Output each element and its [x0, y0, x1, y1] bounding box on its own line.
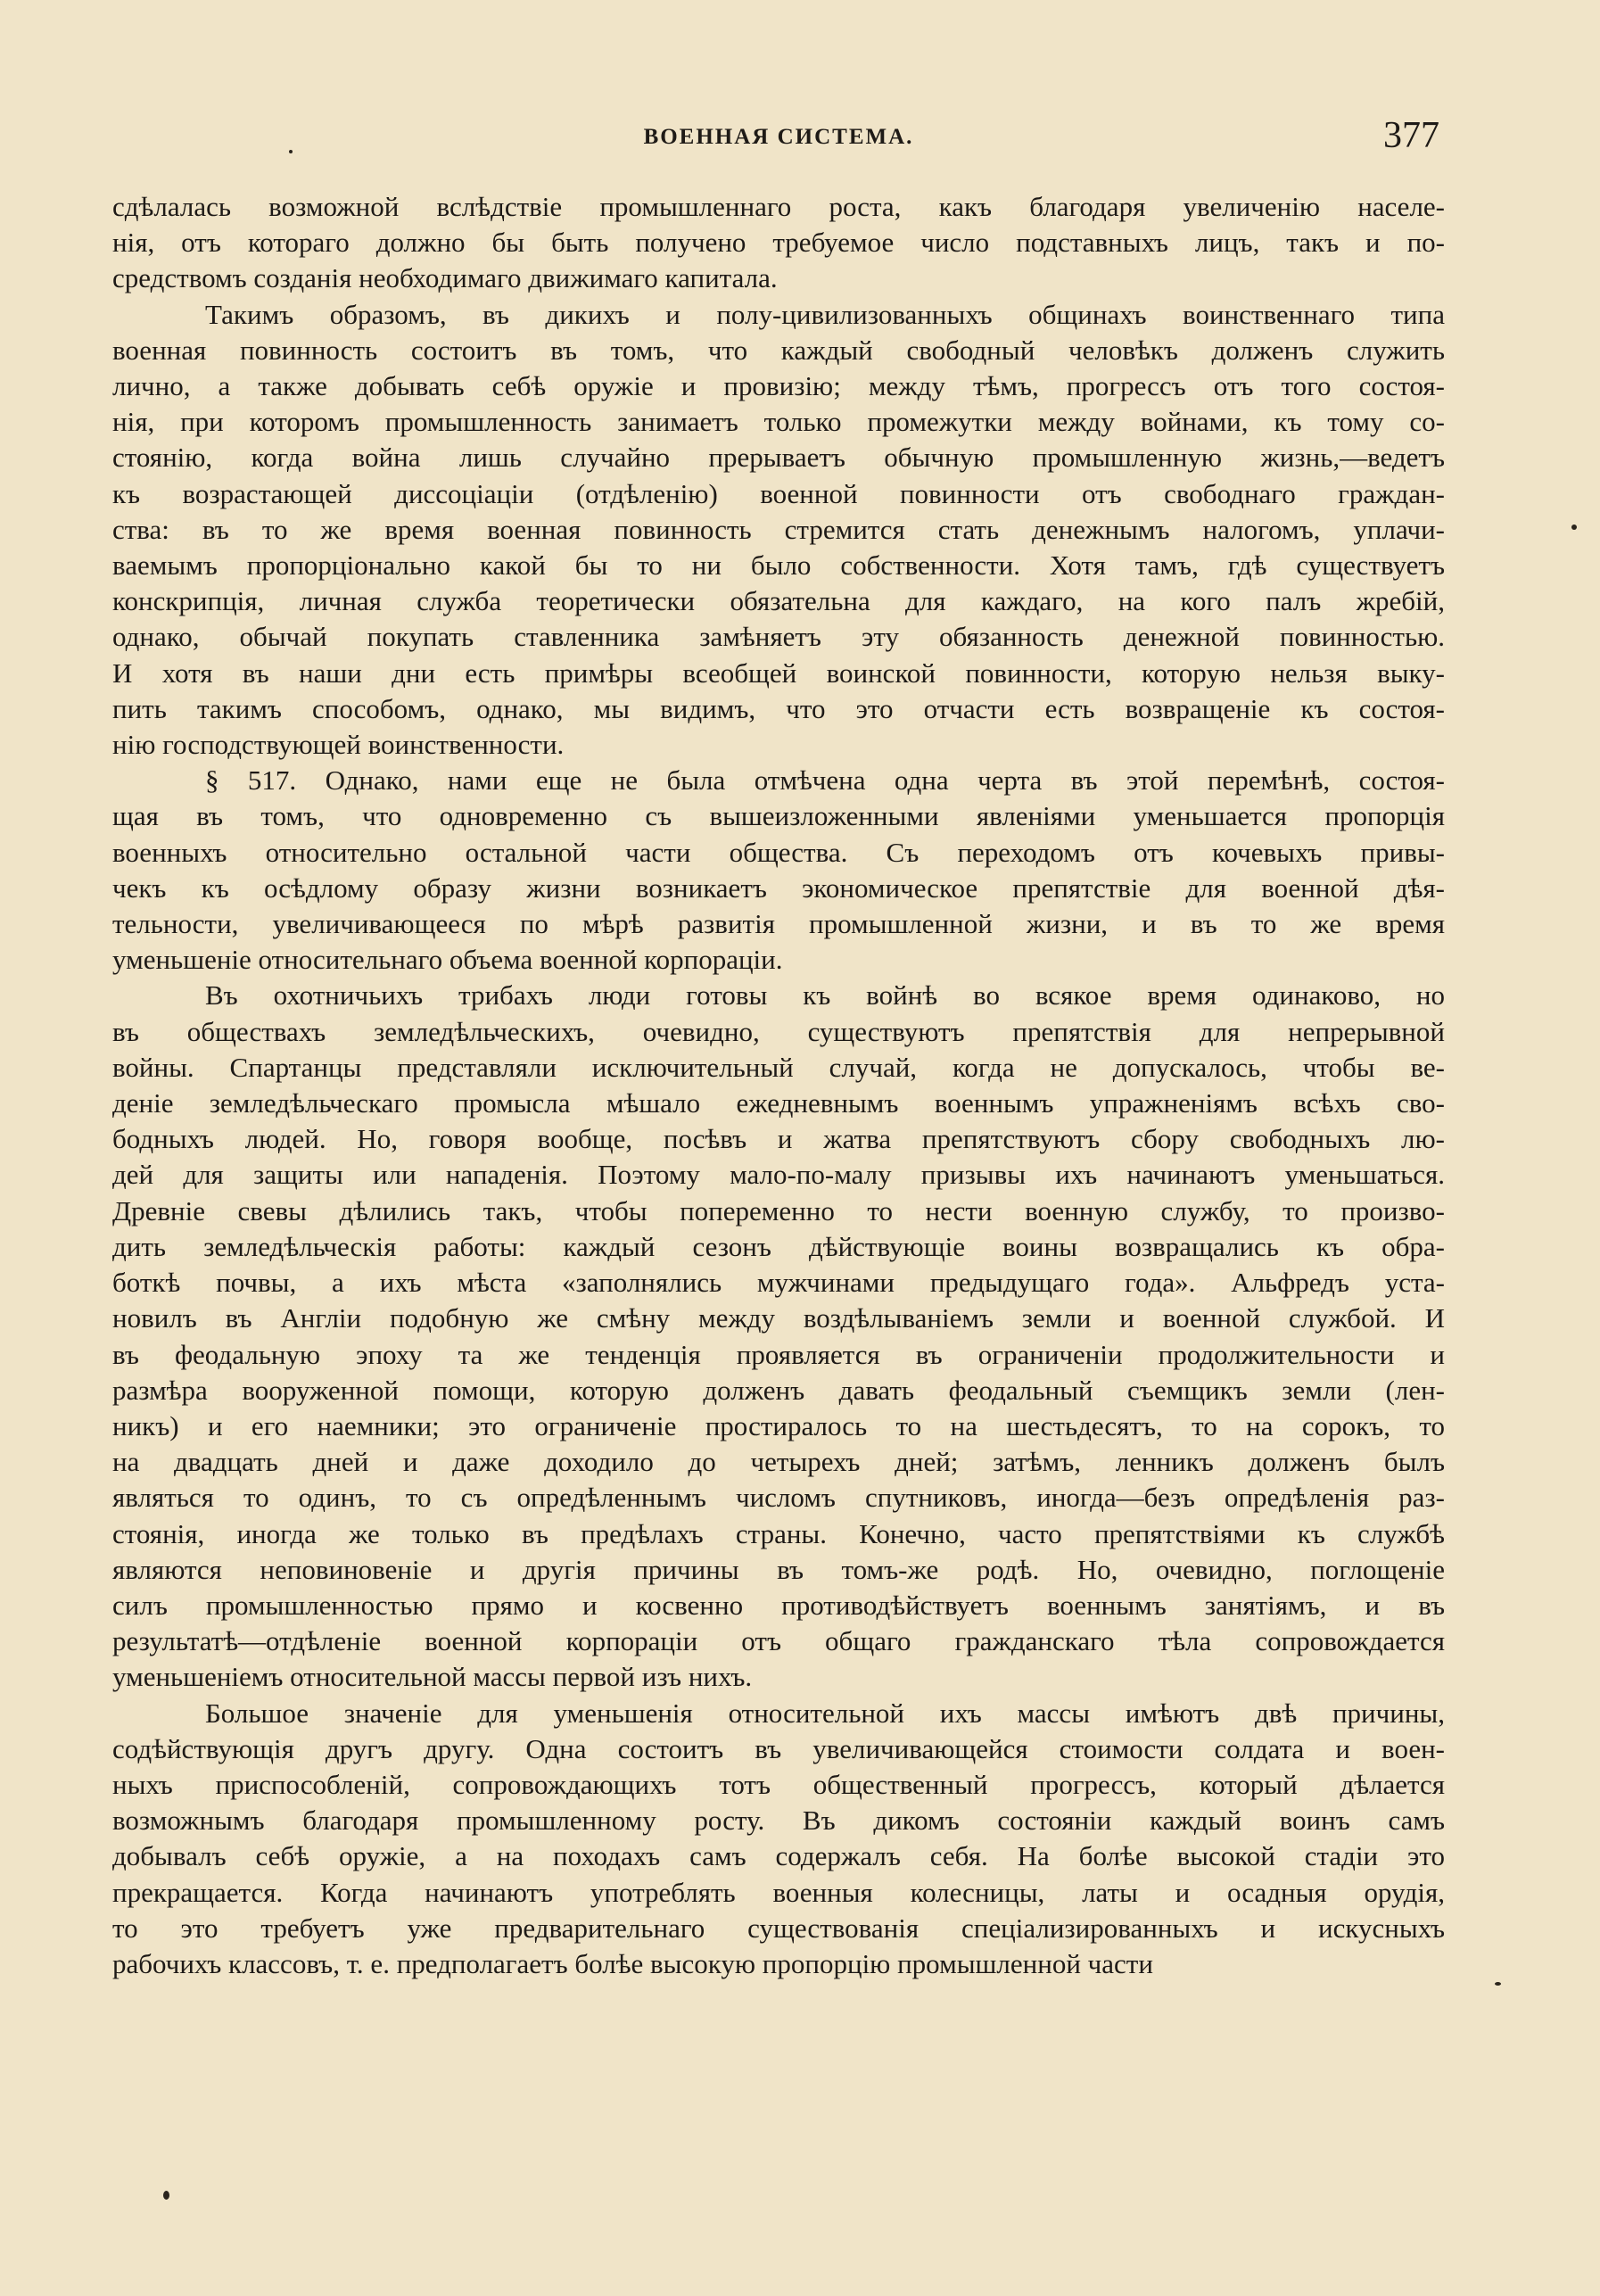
text-line: § 517. Однако, нами еще не была отмѣчена одна черта въ этой перемѣнѣ, состоя-: [205, 764, 1445, 797]
text-line: то это требуетъ уже предварительнаго существованія спеціализированныхъ и искусныхъ: [112, 1912, 1445, 1944]
text-line: боткѣ почвы, а ихъ мѣста «заполнялись мужчинами предыдущаго года». Альфредъ уста-: [112, 1267, 1445, 1299]
text-line: нію господствующей воинственности.: [112, 729, 565, 761]
text-line: военныхъ относительно остальной части общества. Съ переходомъ отъ кочевыхъ привы-: [112, 836, 1445, 868]
text-line: въ обществахъ земледѣльческихъ, очевидно, существуютъ препятствія для непрерывной: [112, 1015, 1445, 1047]
ink-speck: [1571, 524, 1577, 530]
ink-speck: [289, 150, 293, 153]
text-line: дить земледѣльческія работы: каждый сезонъ дѣйствующіе воины возвращались къ обра-: [112, 1230, 1445, 1262]
text-line: прекращается. Когда начинаютъ употреблять военныя колесницы, латы и осадныя орудія,: [112, 1876, 1445, 1908]
text-line: никъ) и его наемники; это ограниченіе простиралось то на шестьдесятъ, то на сорокъ, то: [112, 1409, 1445, 1441]
text-line: Древніе свевы дѣлились такъ, чтобы попеременно то нести военную службу, то произво-: [112, 1194, 1445, 1226]
text-line: ныхъ приспособленій, сопровождающихъ тотъ общественный прогрессъ, который дѣлается: [112, 1768, 1445, 1800]
text-line: въ феодальную эпоху та же тенденція проявляется въ ограниченіи продолжительности и: [112, 1338, 1445, 1370]
running-title: ВОЕННАЯ СИСТЕМА.: [643, 125, 914, 149]
text-line: уменьшеніемъ относительной массы первой изъ нихъ.: [112, 1661, 753, 1693]
text-line: чекъ къ осѣдлому образу жизни возникаетъ экономическое препятствіе для военной дѣя-: [112, 871, 1445, 904]
page-header: [112, 112, 1445, 166]
text-line: Въ охотничьихъ трибахъ люди готовы къ войнѣ во всякое время одинаково, но: [205, 979, 1445, 1012]
text-line: являются неповиновеніе и другія причины въ томъ-же родѣ. Но, очевидно, поглощеніе: [112, 1553, 1445, 1585]
text-line: И хотя въ наши дни есть примѣры всеобщей воинской повинности, которую нельзя выку-: [112, 657, 1445, 689]
ink-speck: [163, 2191, 169, 2200]
paragraph: [112, 1696, 1445, 1983]
text-line: стоянія, иногда же только въ предѣлахъ страны. Конечно, часто препятствіями къ службѣ: [112, 1517, 1445, 1549]
text-line: результатѣ—отдѣленіе военной корпораціи отъ общаго гражданскаго тѣла сопровождается: [112, 1625, 1445, 1657]
paragraph: [112, 189, 1445, 297]
text-line: пить такимъ способомъ, однако, мы видимъ, что это отчасти есть возвращеніе къ состоя-: [112, 692, 1445, 724]
text-line: уменьшеніе относительнаго объема военной корпораціи.: [112, 944, 783, 976]
text-line: щая въ томъ, что одновременно съ вышеизложенными явленіями уменьшается пропорція: [112, 800, 1445, 832]
text-line: Большое значеніе для уменьшенія относительной ихъ массы имѣютъ двѣ причины,: [205, 1697, 1445, 1729]
text-line: дей для защиты или нападенія. Поэтому мало-по-малу призывы ихъ начинаютъ уменьшаться.: [112, 1159, 1445, 1191]
text-line: средствомъ созданія необходимаго движимаго капитала.: [112, 262, 778, 294]
text-line: размѣра вооруженной помощи, которую долженъ давать феодальный съемщикъ земли (лен-: [112, 1374, 1445, 1406]
text-line: содѣйствующія другъ другу. Одна состоитъ въ увеличивающейся стоимости солдата и воен-: [112, 1732, 1445, 1764]
text-line: лично, а также добывать себѣ оружіе и провизію; между тѣмъ, прогрессъ отъ того состоя-: [112, 370, 1445, 402]
text-line: рабочихъ классовъ, т. е. предполагаетъ болѣе высокую пропорцію промышленной части: [112, 1947, 1153, 1979]
paragraph: [112, 978, 1445, 1695]
body-text: [112, 189, 1445, 2187]
text-line: являться то одинъ, то съ опредѣленнымъ числомъ спутниковъ, иногда—безъ опредѣленія раз-: [112, 1482, 1445, 1514]
text-line: добывалъ себѣ оружіе, а на походахъ самъ содержалъ себя. На болѣе высокой стадіи это: [112, 1840, 1445, 1872]
ink-speck: [1495, 1982, 1501, 1986]
page-number: 377: [1383, 115, 1439, 156]
text-line: военная повинность состоитъ въ томъ, что каждый свободный человѣкъ долженъ служить: [112, 334, 1445, 366]
text-line: ваемымъ пропорціонально какой бы то ни было собственности. Хотя тамъ, гдѣ существуетъ: [112, 549, 1445, 582]
text-line: нія, отъ котораго должно бы быть получено требуемое число подставныхъ лицъ, такъ и по-: [112, 227, 1445, 259]
text-line: силъ промышленностью прямо и косвенно противодѣйствуетъ военнымъ занятіямъ, и въ: [112, 1589, 1445, 1621]
text-line: Такимъ образомъ, въ дикихъ и полу-цивилизованныхъ общинахъ воинственнаго типа: [205, 298, 1445, 330]
text-line: нія, при которомъ промышленность занимаетъ только промежутки между войнами, къ тому со-: [112, 406, 1445, 438]
text-line: новилъ въ Англіи подобную же смѣну между воздѣлываніемъ земли и военной службой. И: [112, 1302, 1445, 1334]
text-line: конскрипція, личная служба теоретически обязательна для каждаго, на кого палъ жребій,: [112, 585, 1445, 617]
text-line: на двадцать дней и даже доходило до четырехъ дней; затѣмъ, ленникъ долженъ былъ: [112, 1446, 1445, 1478]
text-line: бодныхъ людей. Но, говоря вообще, посѣвъ и жатва препятствуютъ сбору свободныхъ лю-: [112, 1123, 1445, 1155]
text-line: ства: въ то же время военная повинность стремится стать денежнымъ налогомъ, уплачи-: [112, 513, 1445, 545]
paragraph: [112, 763, 1445, 978]
text-line: однако, обычай покупать ставленника замѣняетъ эту обязанность денежной повинностью.: [112, 621, 1445, 653]
paragraph: [112, 297, 1445, 764]
text-line: возможнымъ благодаря промышленному росту. Въ дикомъ состояніи каждый воинъ самъ: [112, 1805, 1445, 1837]
text-line: къ возрастающей диссоціаціи (отдѣленію) военной повинности отъ свободнаго граждан-: [112, 477, 1445, 509]
text-line: войны. Спартанцы представляли исключительный случай, когда не допускалось, чтобы ве-: [112, 1051, 1445, 1083]
text-line: сдѣлалась возможной вслѣдствіе промышленнаго роста, какъ благодаря увеличенію населе-: [112, 191, 1445, 222]
text-line: тельности, увеличивающееся по мѣрѣ развитія промышленной жизни, и въ то же время: [112, 908, 1445, 940]
text-line: стоянію, когда война лишь случайно прерываетъ обычную промышленную жизнь,—ведетъ: [112, 442, 1445, 474]
text-line: деніе земледѣльческаго промысла мѣшало ежедневнымъ военнымъ упражненіямъ всѣхъ сво-: [112, 1087, 1445, 1119]
